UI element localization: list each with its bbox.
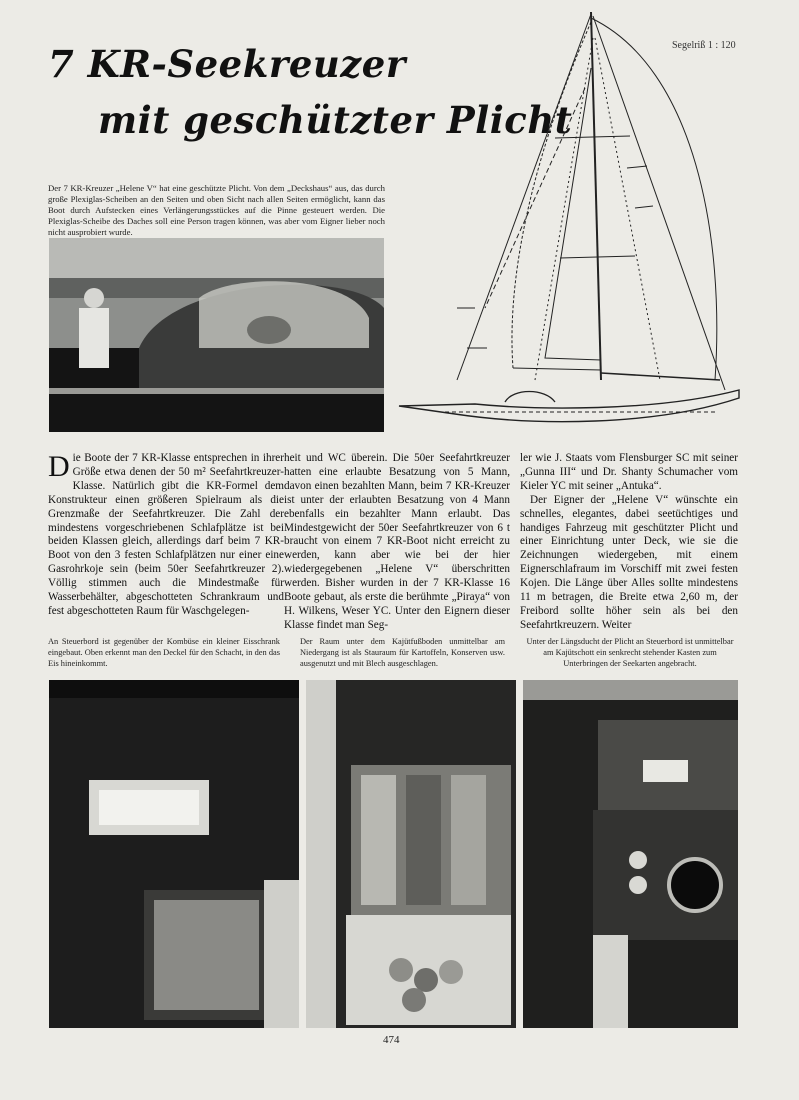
article-column-3 [520, 452, 738, 633]
article-column-1 [48, 452, 284, 619]
column-3-paragraph-1: ler wie J. Staats vom Flensburger SC mit seiner „Gunna III“ und Dr. Shanty Schumacher vom Kieler YC mit seiner „Antuka“. [520, 452, 738, 492]
title-line-2: mit geschützter Plicht [98, 98, 573, 142]
storage-compartment-photo [306, 680, 516, 1028]
photo-caption-chart-box: Unter der Längsducht der Plicht an Steuerbord ist unmittelbar am Kajütschott ein senkrecht stehender Kasten zum Unterbringen der Seekarten angebracht. [526, 637, 734, 668]
article-column-2 [284, 452, 510, 633]
column-1-text: ie Boote der 7 KR-Klasse entsprechen in ihrer Größe etwa denen der 50 m² Seefahrtkreuzer-Klasse. Natürlich gibt die KR-Formel dem Konstrukteur einen größeren Spielraum als die Grenzmaße der Seefahrtkreuzer. Die Zahl der mindestens vorgeschriebenen Schlafplätze ist bei beiden Klassen gleich, allerdings darf beim 7 KR-Boot von den 3 festen Schlafplätzen nur einer eine Gasrohrkoje sein (beim 50er Seefahrtkreuzer 2). Völlig stimmen auch die Mindestmaße für Wasserbehälter, abgeschotteten Schrankraum und fest abgeschotteten Raum für Waschgelegen- [48, 452, 284, 617]
drop-cap: D [48, 450, 70, 483]
photo-caption-icebox: An Steuerbord ist gegenüber der Kombüse ein kleiner Eisschrank eingebaut. Oben erkennt man den Deckel für den Schacht, in den das Eis hineinkommt. [48, 637, 280, 668]
page-number: 474 [383, 1034, 400, 1046]
chart-box-photo [523, 680, 738, 1028]
title-line-1: 7 KR-Seekreuzer [48, 42, 406, 86]
sail-plan-drawing [395, 8, 750, 428]
boat-deckhouse-photo [49, 238, 384, 432]
column-3-paragraph-2: Der Eigner der „Helene V“ wünschte ein schnelles, elegantes, dabei seetüchtiges und handiges Fahrzeug mit geschützter Plicht und einer Einrichtung unter Deck, wie sie die Zeichnungen wiedergeben, mit einem Eignerschlafraum im Vorschiff mit zwei festen Kojen. Die Länge über Alles sollte mindestens 11 m betragen, die Breite etwa 2,60 m, der Freibord sollte höher sein als bei den Seefahrtkreuzern. Weiter [520, 493, 738, 631]
column-2-text: heit und WC überein. Die 50er Seefahrtkreuzer hatten eine erlaubte Besatzung von 5 Mann, davon einen bezahlten Mann, beim 7 KR-Kreuzer ist unter der erlaubten Besatzung von 4 Mann ebenfalls ein bezahlter Mann erlaubt. Das Mindestgewicht der 50er Seefahrtkreuzer von 6 t braucht von einem 7 KR-Boot nicht erreicht zu werden, kann aber wie bei der hier wiedergegebenen „Helene V“ überschritten werden. Bisher wurden in der 7 KR-Klasse 16 Boote gebaut, als erste die berühmte „Piraya“ von H. Wilkens, Weser YC. Unter den Eignern dieser Klasse findet man Seg- [284, 452, 510, 631]
sail-plan-scale-label: Segelriß 1 : 120 [672, 40, 736, 51]
photo-caption-storage: Der Raum unter dem Kajütfußboden unmittelbar am Niedergang ist als Stauraum für Kartoffeln, Konserven usw. ausgenutzt und mit Blech ausgeschlagen. [300, 637, 505, 668]
icebox-photo [49, 680, 299, 1028]
intro-caption: Der 7 KR-Kreuzer „Helene V“ hat eine geschützte Plicht. Von dem „Deckshaus“ aus, das durch große Plexiglas-Scheiben an den Seiten und oben Sicht nach allen Seiten ermöglicht, kann das Boot durch Aufstecken eines Verlängerungsstückes auf die Pinne gesteuert werden. Die Plexiglas-Scheibe des Daches soll eine Person tragen können, was aber vom Eigner lieber noch nicht ausprobiert wurde. [48, 183, 385, 237]
